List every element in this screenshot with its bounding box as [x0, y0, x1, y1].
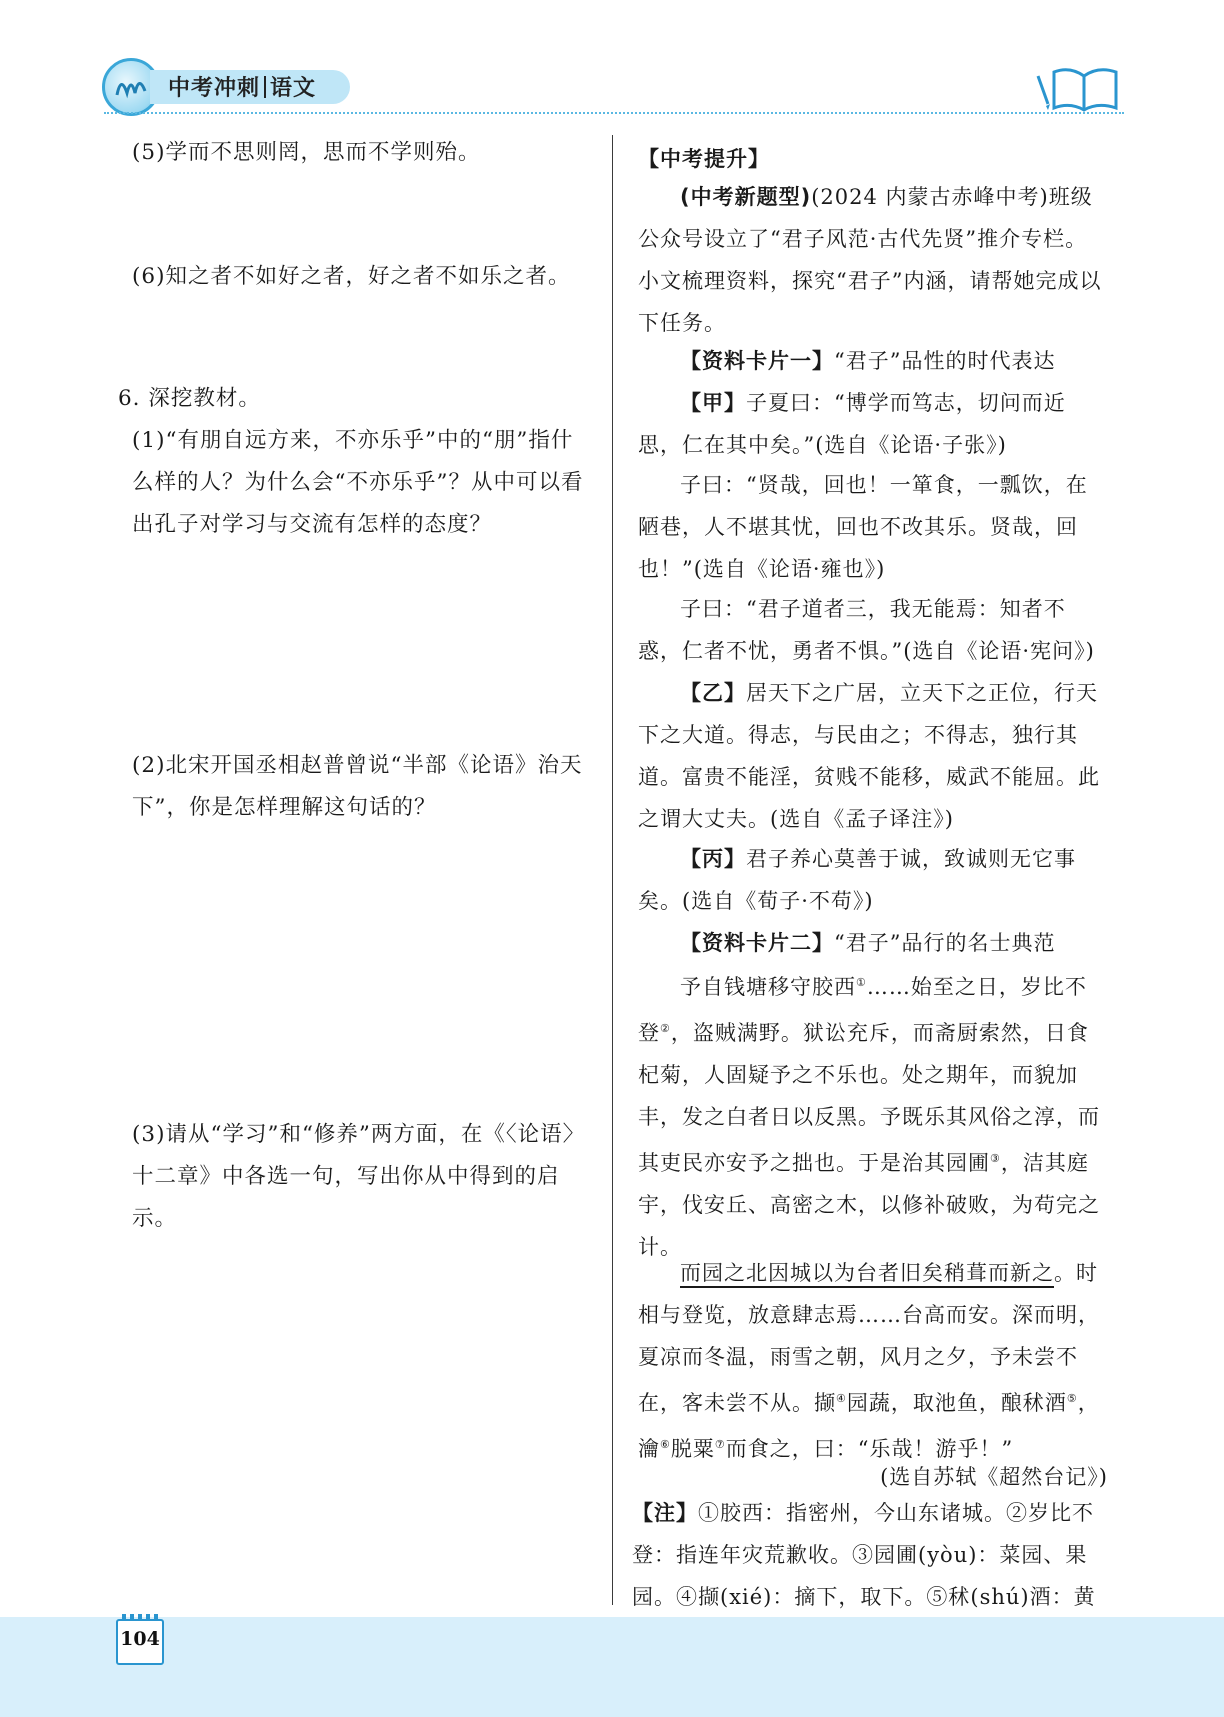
footnote-marker: ②: [660, 1022, 671, 1035]
question-6-title: 6. 深挖教材。: [118, 386, 261, 411]
footnote-marker: ③: [990, 1152, 1001, 1165]
card2-label: 【资料卡片二】: [680, 931, 834, 955]
header-divider: [104, 112, 1124, 114]
footnote-marker: ⑥: [660, 1438, 671, 1451]
intro-paragraph: [638, 176, 1108, 344]
column-divider: [612, 135, 613, 1605]
card1-title: “君子”品性的时代表达: [834, 349, 1056, 373]
bing-paragraph: [638, 838, 1108, 922]
page-footer: [0, 1617, 1224, 1717]
text-run: 而食之，曰：“乐哉！游乎！”: [725, 1437, 1014, 1461]
intro-text: 班级公众号设立了“君子风范·古代先贤”推介专栏。小文梳理资料，探究“君子”内涵，请帮她完成以下任务。: [638, 185, 1102, 335]
page-header: [0, 0, 1224, 118]
card2-heading: [638, 922, 1108, 964]
question-5-6: (6)知之者不如好之者，好之者不如乐之者。: [132, 264, 571, 289]
card1-heading: [638, 340, 1108, 382]
intro-source: (2024 内蒙古赤峰中考): [811, 185, 1049, 209]
chaoran-paragraph-1: [638, 962, 1108, 1268]
header-title: [168, 71, 316, 102]
footnote-marker: ⑦: [714, 1438, 726, 1451]
question-6-2: (2)北宋开国丞相赵普曾说“半部《论语》治天下”，你是怎样理解这句话的？: [132, 753, 583, 820]
underlined-sentence: 而园之北因城以为台者旧矣稍葺而新之: [680, 1261, 1054, 1285]
bing-text: 君子养心莫善于诚，致诚则无它事矣。(选自《荀子·不苟》): [638, 847, 1076, 913]
text-run: 园蔬，取池鱼，酿秫酒: [846, 1391, 1067, 1415]
question-6-1: (1)“有朋自远方来，不亦乐乎”中的“朋”指什么样的人？为什么会“不亦乐乎”？从中可以看出孔子对学习与交流有怎样的态度？: [132, 428, 584, 537]
jia-paragraph-2: 子曰：“贤哉，回也！一箪食，一瓢饮，在陋巷，人不堪其忧，回也不改其乐。贤哉，回也！”(选自《论语·雍也》): [638, 473, 1088, 581]
notes-label: 【注】: [632, 1501, 698, 1525]
text-run: ，瀹: [638, 1391, 1100, 1461]
chaoran-paragraph-2: [638, 1252, 1108, 1470]
text-run: ……始至之日，岁比不登: [638, 975, 1087, 1045]
page-number: 104: [120, 1628, 160, 1650]
question-6-3: (3)请从“学习”和“修养”两方面，在《〈论语〉十二章》中各选一句，写出你从中得到的启示。: [132, 1122, 586, 1231]
passage-source: (选自苏轼《超然台记》): [880, 1465, 1108, 1489]
page-number-badge: [116, 1614, 164, 1664]
question-5-5: (5)学而不思则罔，思而不学则殆。: [132, 140, 481, 165]
yi-label: 【乙】: [680, 681, 746, 705]
jia-paragraph-3: 子曰：“君子道者三，我无能焉：知者不惑，仁者不忧，勇者不惧。”(选自《论语·宪问》): [638, 597, 1095, 663]
text-run: 脱粟: [670, 1437, 715, 1461]
text-run: 。时相与登览，放意肆志焉……台高而安。深而明，夏凉而冬温，雨雪之朝，风月之夕，予未尝不在，客未尝不从。撷: [638, 1261, 1100, 1415]
yi-paragraph: [638, 672, 1108, 840]
text-run: 予自钱塘移守胶西: [680, 975, 856, 999]
notes-paragraph: [632, 1492, 1108, 1618]
section-title: 【中考提升】: [638, 147, 770, 171]
jia-label: 【甲】: [680, 391, 746, 415]
card1-label: 【资料卡片一】: [680, 349, 834, 373]
text-run: ，盗贼满野。狱讼充斥，而斋厨索然，日食杞菊，人固疑予之不乐也。处之期年，而貌加丰，发之白者日以反黑。予既乐其风俗之淳，而其吏民亦安予之拙也。于是治其园圃: [638, 1021, 1100, 1175]
card2-title: “君子”品行的名士典范: [834, 931, 1056, 955]
subject-name: 语文: [270, 76, 317, 101]
jia-text: 子夏曰：“博学而笃志，切问而近思，仁在其中矣。”(选自《论语·子张》): [638, 391, 1066, 457]
jia-paragraph: [638, 382, 1108, 466]
footnote-marker: ④: [836, 1392, 847, 1405]
text-run: ，洁其庭宇，伐安丘、高密之木，以修补破败，为苟完之计。: [638, 1151, 1100, 1259]
footnote-marker: ①: [856, 976, 867, 989]
yi-text: 居天下之广居，立天下之正位，行天下之大道。得志，与民由之；不得志，独行其道。富贵不能淫，贫贱不能移，威武不能屈。此之谓大丈夫。(选自《孟子译注》): [638, 681, 1100, 831]
notes-text: ①胶西：指密州，今山东诸城。②岁比不登：指连年灾荒歉收。③园圃(yòu)：菜园、果园。④撷(xié)：摘下，取下。⑤秫(shú)酒：黄: [632, 1501, 1096, 1609]
intro-tag: (中考新题型): [680, 185, 812, 209]
bing-label: 【丙】: [680, 847, 746, 871]
footnote-marker: ⑤: [1066, 1392, 1078, 1405]
open-book-icon: [1034, 64, 1124, 116]
series-name: 中考冲刺: [168, 76, 261, 101]
